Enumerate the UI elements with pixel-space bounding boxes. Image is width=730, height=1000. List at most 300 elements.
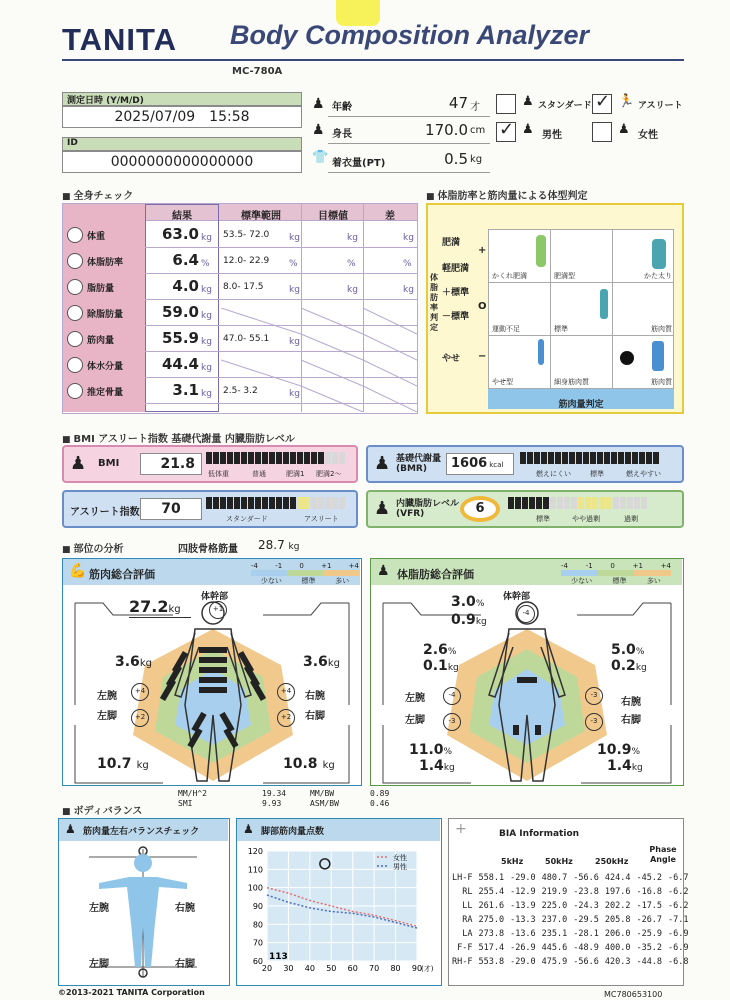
standard-checkbox[interactable] (496, 94, 516, 114)
bia-cell: 558.1 (478, 873, 505, 883)
fat-title: 体脂肪総合評価 (397, 568, 474, 581)
bt-hline (488, 282, 674, 283)
bia-cell: 255.4 (478, 887, 505, 897)
bia-cell: 237.0 (541, 915, 568, 925)
fat-panel (370, 558, 684, 786)
vfr-value: 6 (460, 496, 500, 522)
left-leg-score: +2 (131, 709, 149, 727)
row-unit: kg (201, 311, 212, 321)
athlete-index-value: 70 (140, 498, 202, 520)
muscle-title: 筋肉総合評価 (89, 568, 155, 581)
muscle-panel (62, 558, 362, 786)
fat-left-arm-kg (423, 655, 459, 674)
bt-figure-icon (652, 341, 664, 371)
leg-icon: ♟ (243, 822, 254, 836)
check-icon: ✓ (595, 91, 611, 112)
body-type-grid (488, 229, 674, 389)
pct-unit: % (631, 747, 641, 757)
bia-cell: -6.7 (668, 873, 689, 883)
scale-num: -4 (561, 562, 568, 570)
athlete-scale-0: スタンダード (226, 515, 268, 523)
kg-unit: kg (475, 617, 487, 627)
row-value: 63.0 (161, 225, 199, 243)
row-icon (67, 357, 83, 373)
scale-nums (251, 562, 359, 570)
bia-cell: 275.0 (478, 915, 505, 925)
bia-cell: 225.0 (541, 901, 568, 911)
date-label: 測定日時 (Y/M/D) (62, 92, 302, 106)
right-arm-unit: kg (327, 658, 340, 669)
row-range: 12.0- 22.9 (223, 256, 270, 266)
x-tick-label: 40 (304, 964, 315, 973)
row-icon (67, 279, 83, 295)
bt-cell-label: かくれ肥満 (492, 272, 527, 280)
fat-left-arm-score: -4 (443, 687, 461, 705)
leg-score-chart (237, 841, 441, 987)
bia-h-50k: 50kHz (545, 857, 573, 866)
bia-cell: -6.9 (668, 943, 689, 953)
limb-value (258, 538, 299, 552)
scale-word: 少ない (260, 577, 282, 585)
bt-cell-label: やせ型 (492, 378, 513, 386)
row-range-unit: kg (289, 285, 300, 295)
fat-left-arm-label: 左腕 (405, 693, 425, 704)
bia-cell: -25.9 (636, 929, 663, 939)
row-unit: kg (201, 337, 212, 347)
height-label: 身長 (332, 129, 352, 140)
age-label: 年齢 (332, 102, 352, 113)
bia-row (449, 885, 692, 899)
lr-right-arm: 右腕 (175, 903, 195, 914)
scale-word: 多い (335, 577, 350, 585)
leg-score-panel (236, 818, 442, 986)
row-icon (67, 253, 83, 269)
bia-row (449, 899, 692, 913)
col-result: 結果 (172, 211, 192, 222)
vfr-icon: ♟ (374, 498, 391, 519)
athlete-checkbox[interactable] (592, 91, 612, 114)
scale-nums (561, 562, 671, 570)
row-range-unit: kg (289, 233, 300, 243)
fat-left-leg-pct-number: 11.0 (409, 742, 444, 758)
male-checkbox[interactable] (496, 119, 516, 142)
bia-cell: RH-F (452, 957, 473, 967)
bmi-scale-2: 肥満1 (286, 470, 305, 478)
fat-right-arm-score: -3 (585, 687, 603, 705)
pct-unit: % (475, 599, 485, 609)
row-unit: kg (201, 363, 212, 373)
mm-bw-value: 0.89 (370, 789, 390, 798)
y-tick-label: 80 (252, 920, 263, 930)
bt-cell-label: 筋肉質 (651, 325, 672, 333)
bia-cell: -13.6 (510, 929, 536, 939)
row-range: 2.5- 3.2 (223, 386, 258, 396)
bia-cell: -6.8 (668, 957, 689, 967)
row-divider (145, 299, 417, 300)
row-label: 除脂肪量 (87, 310, 124, 320)
row-label: 体水分量 (87, 362, 124, 372)
profile-panel (308, 92, 490, 174)
bia-cell: -13.3 (510, 915, 536, 925)
row-value: 4.0 (172, 277, 199, 295)
fat-right-leg-kg-number: 1.4 (607, 758, 632, 774)
row-value: 44.4 (161, 355, 199, 373)
pct-unit: % (443, 747, 453, 757)
clothes-unit: kg (470, 154, 483, 165)
vfr-scale-0: 標準 (536, 515, 550, 523)
segment-title: ■ 部位の分析 (62, 540, 124, 555)
trunk-value (129, 597, 181, 616)
x-tick-label: 60 (347, 964, 358, 973)
bmr-label: 基礎代謝量 (396, 454, 442, 464)
bia-cell: 206.0 (604, 929, 631, 939)
bt-cell-label: 運動不足 (492, 325, 520, 333)
vfr-scale-2: 過剰 (624, 515, 638, 523)
pct-unit: % (447, 647, 457, 657)
bia-cell: -6.9 (668, 929, 689, 939)
bia-cell: 517.4 (478, 943, 505, 953)
date-value: 2025/07/09 15:58 (62, 106, 302, 128)
model-number: MC-780A (232, 66, 283, 77)
balance-icon: ♟ (65, 822, 76, 836)
athlete-scale-1: アスリート (304, 515, 339, 523)
scale-num: -4 (251, 562, 258, 570)
bia-cell: -23.8 (573, 887, 599, 897)
y-tick-label: 90 (252, 902, 263, 911)
height-value: 170.0 (425, 121, 468, 139)
bia-cell: -44.8 (636, 957, 663, 967)
lr-title: 筋肉量左右バランスチェック (83, 827, 200, 837)
fat-trunk-pct-number: 3.0 (451, 594, 476, 610)
bia-cell: -17.5 (636, 901, 663, 911)
limb-unit: kg (288, 542, 300, 552)
divider-2 (328, 143, 490, 144)
bia-row (449, 955, 692, 969)
row-label: 体脂肪率 (87, 258, 124, 268)
left-leg-number: 10.7 (97, 756, 132, 772)
fat-left-leg-score: -3 (443, 713, 461, 731)
limb-number: 28.7 (258, 538, 285, 552)
bia-cell: -7.1 (668, 915, 689, 925)
scale-word: 標準 (612, 577, 627, 585)
bt-cell-label: 標準 (554, 325, 568, 333)
bt-row-label: やせ (442, 354, 461, 364)
left-arm-score: +4 (131, 683, 149, 701)
bia-cell: 197.6 (604, 887, 631, 897)
scale-word: 多い (646, 577, 661, 585)
left-leg-label: 左脚 (97, 711, 117, 722)
bia-cell: RA (462, 915, 473, 925)
check-icon: ✓ (499, 119, 515, 140)
bt-figure-icon (536, 235, 546, 267)
bia-cell: 480.7 (541, 873, 568, 883)
bia-cell: RL (462, 887, 473, 897)
fat-right-arm-kg (611, 655, 647, 674)
row-label: 筋肉量 (87, 336, 115, 346)
brand-logo: TANITA (62, 22, 178, 57)
bia-cell: -56.6 (573, 873, 599, 883)
bia-title: BIA Information (499, 829, 580, 839)
row-diff-unit: kg (403, 285, 414, 295)
row-label: 推定骨量 (87, 388, 124, 398)
bmr-scale-1: 標準 (590, 470, 604, 478)
bia-cell: -6.2 (668, 887, 689, 897)
bmr-scale-0: 燃えにくい (536, 470, 571, 478)
left-arm-label: 左腕 (97, 691, 117, 702)
bmr-scale-2: 燃えやすい (626, 470, 661, 478)
bia-cell: -26.9 (510, 943, 536, 953)
bia-cell: -29.0 (510, 957, 536, 967)
bmr-icon: ♟ (374, 453, 391, 474)
bmr-unit: kcal (489, 461, 504, 469)
bt-cell-label: かた太り (644, 272, 672, 280)
row-divider (145, 351, 417, 352)
y-axis-label: 体脂肪率判定 (430, 273, 438, 332)
fat-right-arm-kg-number: 0.2 (611, 658, 636, 674)
bmi-scale-0: 低体重 (208, 470, 229, 478)
x-tick-label: 90 (411, 964, 423, 973)
height-unit: cm (470, 125, 486, 136)
row-icon (67, 305, 83, 321)
row-divider (145, 247, 417, 248)
divider-3 (328, 172, 490, 173)
bmi-value: 21.8 (140, 453, 202, 475)
row-icon (67, 227, 83, 243)
bia-cell: -24.3 (573, 901, 599, 911)
bia-cell: LL (462, 901, 473, 911)
vfr-sub: (VFR) (396, 509, 425, 519)
row-label: 体重 (87, 232, 106, 242)
bt-vline (550, 229, 551, 389)
left-arm-value (115, 651, 152, 670)
whole-body-title: ■ 全身チェック (62, 187, 133, 202)
mm-bw-label: MM/BW (310, 789, 335, 798)
standard-label: スタンダード (538, 101, 592, 111)
right-arm-number: 3.6 (303, 654, 328, 670)
fat-trunk-kg-number: 0.9 (451, 612, 476, 628)
bia-row (449, 913, 692, 927)
bt-row-sign: + (478, 245, 487, 256)
height-icon: ♟ (312, 122, 325, 138)
vfr-gauge (508, 497, 647, 509)
bmr-panel (366, 445, 684, 483)
row-diff-unit: kg (403, 233, 414, 243)
bmi-panel (62, 445, 358, 483)
male-label: 男性 (542, 130, 562, 141)
left-leg-unit: kg (136, 760, 149, 771)
whole-body-table (62, 203, 418, 414)
limb-label: 四肢骨格筋量 (178, 544, 238, 555)
row-value: 3.1 (172, 381, 199, 399)
bia-cell: -26.7 (636, 915, 663, 925)
athlete-index-panel (62, 490, 358, 528)
bia-cell: 273.8 (478, 929, 505, 939)
bia-cell: -13.9 (510, 901, 536, 911)
bia-cell: LH-F (452, 873, 473, 883)
x-axis-label: 筋肉量判定 (558, 400, 604, 410)
bia-row (449, 927, 692, 941)
lr-right-leg: 右脚 (175, 959, 195, 970)
y-tick-label: 120 (247, 847, 263, 856)
bt-row-label: ＋標準 (442, 288, 470, 298)
scale-num: +1 (321, 562, 332, 570)
bia-cell: 219.9 (541, 887, 568, 897)
smi-label: SMI (178, 799, 193, 808)
ratio-row (178, 799, 389, 809)
y-tick-label: 70 (252, 938, 263, 948)
right-leg-score: +2 (277, 709, 295, 727)
trunk-underline (129, 617, 191, 618)
left-arm-unit: kg (139, 658, 152, 669)
age-unit: 才 (470, 102, 480, 113)
mm-h2-value: 19.34 (262, 789, 287, 798)
x-tick-label: 80 (390, 964, 401, 973)
score-label: 113 (269, 952, 288, 962)
female-checkbox[interactable] (592, 122, 612, 142)
fat-trunk-score: -4 (517, 605, 535, 623)
row-range: 47.0- 55.1 (223, 334, 270, 344)
athlete-gauge (206, 497, 345, 509)
fat-left-leg-kg (419, 755, 455, 774)
bia-cell: -35.2 (636, 943, 663, 953)
right-leg-number: 10.8 (283, 756, 318, 772)
bt-vline (612, 229, 613, 389)
trunk-unit: kg (168, 604, 181, 615)
row-divider (145, 273, 417, 274)
row-unit: kg (201, 233, 212, 243)
legend-label: 女性 (393, 854, 407, 862)
athlete-index-label: アスリート指数 (70, 507, 140, 518)
bia-cell: -56.6 (573, 957, 599, 967)
fat-scale (561, 562, 671, 586)
fat-trunk-kg (451, 609, 487, 628)
y-tick-label: 100 (247, 883, 263, 893)
bia-cell: 424.4 (604, 873, 631, 883)
bt-figure-icon (600, 289, 608, 319)
male-icon: ♟ (522, 122, 534, 137)
bia-cell: 475.9 (541, 957, 568, 967)
row-unit: % (201, 259, 210, 269)
body-type-panel (426, 203, 684, 414)
y-tick-label: 60 (252, 957, 263, 966)
scale-num: 0 (299, 562, 304, 570)
left-leg-value (97, 753, 149, 772)
right-leg-unit: kg (322, 760, 335, 771)
smi-value: 9.93 (262, 799, 282, 808)
vfr-label: 内臓脂肪レベル (396, 499, 460, 509)
trunk-number: 27.2 (129, 597, 169, 616)
trunk-label: 体幹部 (201, 592, 229, 602)
standard-icon: ♟ (522, 94, 534, 109)
bmr-gauge (520, 452, 659, 464)
lr-left-leg: 左脚 (89, 959, 109, 970)
right-arm-value (303, 651, 340, 670)
x-tick-label: 50 (326, 964, 337, 973)
pct-unit: % (635, 647, 645, 657)
row-range: 8.0- 17.5 (223, 282, 264, 292)
x-axis-label: (才) (421, 965, 434, 973)
bia-row (449, 871, 692, 885)
scale-word: 標準 (301, 577, 316, 585)
row-diff-unit: % (403, 259, 412, 269)
row-divider (145, 403, 417, 404)
bmi-gauge (206, 452, 345, 464)
kg-unit: kg (635, 663, 647, 673)
bia-table (449, 871, 692, 969)
bia-cell: -45.2 (636, 873, 663, 883)
athlete-icon: 🏃 (618, 94, 635, 109)
right-arm-label: 右腕 (305, 691, 325, 702)
balance-title: ■ ボディバランス (62, 802, 142, 817)
muscle-icon: 💪 (69, 563, 87, 579)
right-arm-score: +4 (277, 683, 295, 701)
bia-cell: 261.6 (478, 901, 505, 911)
fat-right-arm-label: 右腕 (621, 697, 641, 708)
fat-right-arm-pct-number: 5.0 (611, 642, 636, 658)
header-rule (62, 59, 684, 61)
row-icon (67, 331, 83, 347)
footer-code: MC780653100 (604, 990, 663, 999)
bia-cell: 235.1 (541, 929, 568, 939)
fat-right-leg-pct-number: 10.9 (597, 742, 632, 758)
bt-row-label: 軽肥満 (442, 264, 470, 274)
athlete-label: アスリート (638, 101, 683, 111)
fat-right-leg-label: 右脚 (621, 715, 641, 726)
bt-row-label: 肥満 (442, 238, 461, 248)
bia-cell: LA (462, 929, 473, 939)
kg-unit: kg (443, 763, 455, 773)
vfr-panel (366, 490, 684, 528)
row-label: 脂肪量 (87, 284, 115, 294)
bia-panel (448, 818, 689, 986)
fat-trunk-label: 体幹部 (503, 592, 531, 602)
bt-figure-icon (538, 339, 544, 365)
row-divider (145, 377, 417, 378)
body-type-title: ■ 体脂肪率と筋肉量による体型判定 (426, 187, 588, 202)
bt-cell-label: 肥満型 (554, 272, 575, 280)
fat-icon: ♟ (377, 563, 390, 579)
shirt-icon: 👕 (312, 150, 329, 165)
row-target-unit: kg (347, 285, 358, 295)
bia-cell: 400.0 (604, 943, 631, 953)
bia-cell: 553.8 (478, 957, 505, 967)
bia-row (449, 941, 692, 955)
female-icon: ♟ (618, 122, 630, 137)
row-unit: kg (201, 285, 212, 295)
row-target-unit: kg (347, 233, 358, 243)
fat-left-arm-pct-number: 2.6 (423, 642, 448, 658)
row-range-unit: kg (289, 337, 300, 347)
fat-right-leg-kg (607, 755, 643, 774)
bmr-number: 1606 (451, 456, 488, 471)
age-value: 47 (448, 94, 468, 112)
bmi-icon: ♟ (70, 453, 87, 474)
muscle-scale (251, 562, 359, 586)
vfr-scale-1: やや過剰 (572, 515, 600, 523)
asm-bw-label: ASM/BW (310, 799, 339, 808)
row-range-unit: kg (289, 389, 300, 399)
ratios (178, 789, 389, 809)
bmr-value (446, 453, 514, 475)
scale-num: 0 (610, 562, 615, 570)
indices-title: ■ BMI アスリート指数 基礎代謝量 内臓脂肪レベル (62, 430, 295, 445)
bt-row-sign: − (478, 351, 487, 362)
row-value: 59.0 (161, 303, 199, 321)
bt-figure-icon (652, 239, 666, 269)
empty-range-hatch (221, 308, 417, 412)
scale-num: +1 (632, 562, 643, 570)
fat-trunk-pct (451, 591, 484, 610)
